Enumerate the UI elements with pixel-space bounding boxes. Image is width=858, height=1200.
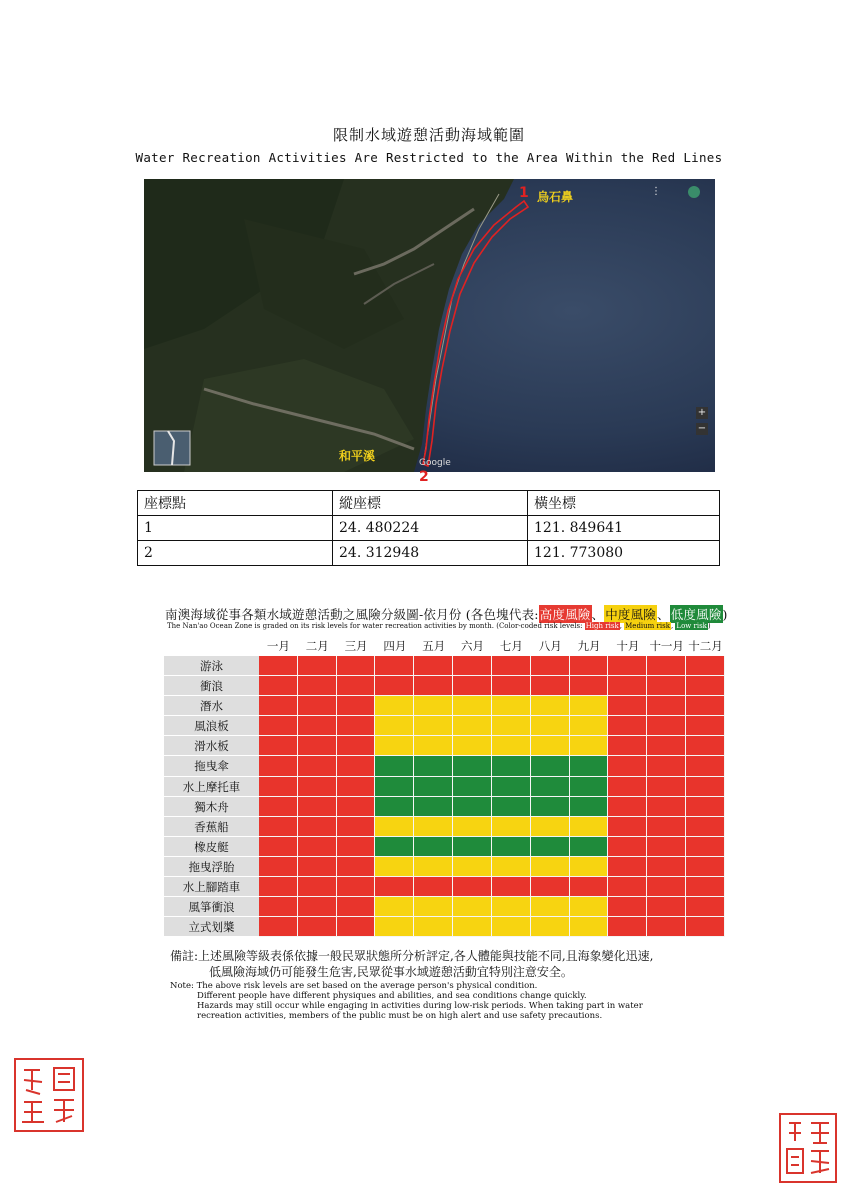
activity-label: 風浪板 <box>164 716 259 736</box>
risk-cell <box>337 656 376 676</box>
risk-cell <box>375 897 414 917</box>
risk-cell <box>337 797 376 817</box>
risk-cell <box>531 716 570 736</box>
risk-cell <box>414 676 453 696</box>
latitude-value: 24. 480224 <box>333 516 528 541</box>
risk-row <box>164 676 725 696</box>
risk-cell <box>686 817 725 837</box>
risk-cell <box>414 917 453 937</box>
risk-cell <box>492 857 531 877</box>
header-longitude: 橫坐標 <box>528 491 720 516</box>
risk-cell <box>608 897 647 917</box>
activity-label: 游泳 <box>164 656 259 676</box>
risk-row <box>164 877 725 897</box>
risk-cell <box>647 736 686 756</box>
note-cn-line-1: 備註:上述風險等級表係依據一般民眾狀態所分析評定,各人體能與技能不同,且海象變化迅速, <box>170 949 654 963</box>
risk-cell <box>531 676 570 696</box>
risk-cell <box>531 817 570 837</box>
legend-low-risk: 低度風險 <box>670 607 722 622</box>
risk-row <box>164 756 725 776</box>
risk-cell <box>570 917 609 937</box>
risk-cell <box>647 716 686 736</box>
risk-cell <box>570 716 609 736</box>
risk-cell <box>647 897 686 917</box>
legend-low-risk-en: Low risk <box>676 622 707 630</box>
risk-cell <box>337 917 376 937</box>
risk-cell <box>414 716 453 736</box>
latitude-value: 24. 312948 <box>333 541 528 566</box>
risk-cell <box>414 857 453 877</box>
risk-cell <box>686 736 725 756</box>
risk-cell <box>531 797 570 817</box>
risk-cell <box>570 676 609 696</box>
risk-cell <box>647 676 686 696</box>
risk-title-text: 南澳海域從事各類水域遊憩活動之風險分級圖-依月份 (各色塊代表: <box>165 607 539 622</box>
risk-cell <box>414 696 453 716</box>
longitude-value: 121. 849641 <box>528 516 720 541</box>
risk-cell <box>531 777 570 797</box>
risk-cell <box>259 756 298 776</box>
risk-cell <box>686 777 725 797</box>
risk-cell <box>375 817 414 837</box>
risk-cell <box>647 777 686 797</box>
risk-cell <box>492 897 531 917</box>
risk-cell <box>686 857 725 877</box>
risk-cell <box>647 837 686 857</box>
risk-cell <box>298 797 337 817</box>
risk-cell <box>570 897 609 917</box>
risk-cell <box>375 797 414 817</box>
risk-cell <box>492 696 531 716</box>
risk-cell <box>375 656 414 676</box>
note-cn-line-2: 低風險海域仍可能發生危害,民眾從事水域遊憩活動宜特別注意安全。 <box>209 965 573 979</box>
risk-cell <box>298 696 337 716</box>
risk-cell <box>259 656 298 676</box>
risk-cell <box>686 716 725 736</box>
risk-cell <box>608 716 647 736</box>
risk-cell <box>259 797 298 817</box>
month-header: 三月 <box>344 639 368 653</box>
risk-cell <box>608 676 647 696</box>
risk-cell <box>531 917 570 937</box>
google-attribution: Google <box>419 458 451 468</box>
activity-label: 立式划槳 <box>164 917 259 937</box>
risk-cell <box>298 656 337 676</box>
risk-cell <box>414 797 453 817</box>
risk-cell <box>608 777 647 797</box>
risk-cell <box>647 817 686 837</box>
risk-cell <box>492 756 531 776</box>
risk-cell <box>259 777 298 797</box>
header-corner <box>164 636 259 656</box>
coordinate-table <box>137 490 720 566</box>
risk-cell <box>570 817 609 837</box>
satellite-map[interactable] <box>144 179 715 472</box>
risk-cell <box>686 917 725 937</box>
month-header: 九月 <box>577 639 601 653</box>
risk-row <box>164 777 725 797</box>
risk-cell <box>298 736 337 756</box>
risk-cell <box>686 897 725 917</box>
risk-cell <box>337 756 376 776</box>
legend-close: ) <box>722 607 728 622</box>
note-en-line-4: recreation activities, members of the public must be on high alert and use safety precautions. <box>197 1011 603 1021</box>
risk-cell <box>570 837 609 857</box>
risk-cell <box>686 797 725 817</box>
risk-cell <box>414 736 453 756</box>
month-header: 十月 <box>616 639 640 653</box>
note-en-line-3: Hazards may still occur while engaging in activities during low-risk periods. When taking part in water <box>197 1001 643 1011</box>
risk-cell <box>492 797 531 817</box>
month-header: 五月 <box>422 639 446 653</box>
risk-cell <box>570 696 609 716</box>
risk-cell <box>375 716 414 736</box>
risk-cell <box>414 656 453 676</box>
risk-cell <box>453 777 492 797</box>
risk-cell <box>453 676 492 696</box>
risk-cell <box>647 857 686 877</box>
risk-cell <box>337 696 376 716</box>
risk-cell <box>608 917 647 937</box>
activity-label: 滑水板 <box>164 736 259 756</box>
risk-row <box>164 817 725 837</box>
month-header: 八月 <box>538 639 562 653</box>
activity-label: 香蕉船 <box>164 817 259 837</box>
risk-cell <box>686 656 725 676</box>
zoom-out-icon[interactable]: − <box>697 423 707 434</box>
risk-row <box>164 917 725 937</box>
risk-cell <box>531 756 570 776</box>
activity-label: 拖曳傘 <box>164 756 259 776</box>
note-en <box>170 981 643 1021</box>
risk-cell <box>453 716 492 736</box>
header-latitude: 縱座標 <box>333 491 528 516</box>
activity-label: 橡皮艇 <box>164 837 259 857</box>
risk-cell <box>414 877 453 897</box>
risk-cell <box>531 656 570 676</box>
risk-row <box>164 696 725 716</box>
risk-cell <box>298 756 337 776</box>
risk-cell <box>647 917 686 937</box>
month-header-row <box>164 636 725 656</box>
legend-medium-risk-en: Medium risk <box>625 622 670 630</box>
point-id: 2 <box>138 541 333 566</box>
legend-separator: 、 <box>591 607 605 622</box>
risk-chart-subtitle: The Nan'ao Ocean Zone is graded on its risk levels for water recreation activities by month. (Color-coded risk levels: High risk, Medium risk, Low risk) <box>167 622 711 630</box>
risk-cell <box>492 777 531 797</box>
legend-high-risk-en: High risk <box>585 622 619 630</box>
risk-cell <box>414 777 453 797</box>
month-header: 六月 <box>461 639 485 653</box>
risk-cell <box>492 676 531 696</box>
risk-cell <box>259 917 298 937</box>
legend-close-en: ) <box>707 622 711 630</box>
risk-cell <box>453 696 492 716</box>
risk-subtitle-text: The Nan'ao Ocean Zone is graded on its risk levels for water recreation activities by month. (Color-coded risk levels: <box>167 622 583 630</box>
risk-cell <box>337 736 376 756</box>
risk-row <box>164 797 725 817</box>
note-en-line-1: Note: The above risk levels are set based on the average person's physical condition. <box>170 981 538 991</box>
table-header-row <box>138 491 720 516</box>
risk-cell <box>453 817 492 837</box>
activity-label: 潛水 <box>164 696 259 716</box>
risk-cell <box>647 696 686 716</box>
risk-cell <box>337 837 376 857</box>
risk-row <box>164 857 725 877</box>
risk-cell <box>647 877 686 897</box>
risk-cell <box>608 857 647 877</box>
risk-cell <box>375 877 414 897</box>
apps-grid-icon[interactable]: ⋮ <box>651 186 661 197</box>
page-title: 限制水域遊憩活動海域範圍 <box>332 126 525 144</box>
risk-cell <box>492 837 531 857</box>
note-en-line-2: Different people have different physiques and abilities, and sea conditions change quickly. <box>197 991 587 1001</box>
risk-cell <box>647 797 686 817</box>
risk-cell <box>298 837 337 857</box>
risk-cell <box>453 756 492 776</box>
point-2-marker: 2 <box>419 469 429 485</box>
risk-cell <box>647 656 686 676</box>
risk-cell <box>686 756 725 776</box>
risk-cell <box>375 676 414 696</box>
longitude-value: 121. 773080 <box>528 541 720 566</box>
risk-cell <box>375 696 414 716</box>
risk-cell <box>375 917 414 937</box>
risk-row <box>164 716 725 736</box>
risk-cell <box>259 817 298 837</box>
risk-cell <box>492 736 531 756</box>
month-header: 七月 <box>499 639 523 653</box>
table-row <box>138 516 720 541</box>
month-header: 十一月 <box>649 639 684 653</box>
month-header: 二月 <box>305 639 329 653</box>
map-image <box>144 179 715 472</box>
activity-label: 衝浪 <box>164 676 259 696</box>
risk-row <box>164 897 725 917</box>
month-header: 一月 <box>266 639 290 653</box>
risk-row <box>164 837 725 857</box>
risk-cell <box>337 777 376 797</box>
activity-label: 水上摩托車 <box>164 777 259 797</box>
risk-cell <box>298 817 337 837</box>
risk-cell <box>570 877 609 897</box>
risk-cell <box>608 696 647 716</box>
risk-grid <box>164 636 725 937</box>
risk-cell <box>259 877 298 897</box>
activity-label: 水上腳踏車 <box>164 877 259 897</box>
risk-cell <box>492 917 531 937</box>
risk-cell <box>337 857 376 877</box>
risk-cell <box>453 877 492 897</box>
legend-medium-risk: 中度風險 <box>605 607 657 622</box>
risk-cell <box>298 897 337 917</box>
risk-cell <box>531 736 570 756</box>
risk-cell <box>259 716 298 736</box>
risk-cell <box>375 756 414 776</box>
risk-cell <box>337 897 376 917</box>
activity-label: 拖曳浮胎 <box>164 857 259 877</box>
risk-cell <box>570 736 609 756</box>
risk-cell <box>298 917 337 937</box>
risk-cell <box>259 837 298 857</box>
risk-cell <box>375 857 414 877</box>
official-seal-right <box>779 1113 837 1183</box>
risk-cell <box>608 817 647 837</box>
risk-cell <box>531 837 570 857</box>
risk-cell <box>608 797 647 817</box>
risk-cell <box>259 897 298 917</box>
legend-high-risk: 高度風險 <box>539 607 591 622</box>
risk-cell <box>570 756 609 776</box>
risk-cell <box>453 797 492 817</box>
month-header: 四月 <box>383 639 407 653</box>
point-1-marker: 1 <box>519 185 529 201</box>
risk-cell <box>531 877 570 897</box>
risk-cell <box>531 897 570 917</box>
risk-cell <box>608 656 647 676</box>
risk-row <box>164 656 725 676</box>
risk-cell <box>608 736 647 756</box>
risk-cell <box>492 877 531 897</box>
page-subtitle: Water Recreation Activities Are Restricted to the Area Within the Red Lines <box>135 150 723 165</box>
risk-cell <box>337 676 376 696</box>
risk-cell <box>608 837 647 857</box>
month-header: 十二月 <box>688 639 723 653</box>
risk-cell <box>531 696 570 716</box>
risk-cell <box>570 656 609 676</box>
risk-cell <box>375 777 414 797</box>
activity-label: 獨木舟 <box>164 797 259 817</box>
risk-cell <box>453 917 492 937</box>
label-heping-river: 和平溪 <box>339 449 376 463</box>
official-seal-left <box>14 1058 84 1132</box>
risk-cell <box>259 736 298 756</box>
risk-cell <box>570 797 609 817</box>
point-id: 1 <box>138 516 333 541</box>
risk-cell <box>608 877 647 897</box>
risk-cell <box>259 676 298 696</box>
legend-separator: 、 <box>657 607 670 622</box>
risk-cell <box>298 676 337 696</box>
risk-cell <box>492 656 531 676</box>
account-avatar-icon[interactable] <box>688 186 700 198</box>
risk-cell <box>570 777 609 797</box>
risk-cell <box>453 897 492 917</box>
risk-cell <box>453 736 492 756</box>
risk-cell <box>298 857 337 877</box>
risk-cell <box>414 756 453 776</box>
risk-cell <box>570 857 609 877</box>
risk-cell <box>453 656 492 676</box>
risk-cell <box>686 676 725 696</box>
risk-cell <box>298 716 337 736</box>
risk-cell <box>492 716 531 736</box>
zoom-in-icon[interactable]: + <box>697 407 707 418</box>
risk-chart-title <box>165 605 735 623</box>
risk-cell <box>298 777 337 797</box>
risk-cell <box>492 817 531 837</box>
risk-cell <box>453 837 492 857</box>
risk-cell <box>375 736 414 756</box>
risk-row <box>164 736 725 756</box>
risk-cell <box>686 837 725 857</box>
risk-cell <box>259 857 298 877</box>
risk-cell <box>375 837 414 857</box>
risk-cell <box>414 897 453 917</box>
risk-cell <box>453 857 492 877</box>
risk-cell <box>531 857 570 877</box>
activity-label: 風箏衝浪 <box>164 897 259 917</box>
risk-cell <box>414 837 453 857</box>
risk-cell <box>298 877 337 897</box>
label-wushibi: 烏石鼻 <box>537 190 574 204</box>
risk-cell <box>337 716 376 736</box>
risk-cell <box>647 756 686 776</box>
risk-cell <box>337 877 376 897</box>
risk-cell <box>608 756 647 776</box>
risk-cell <box>414 817 453 837</box>
header-point: 座標點 <box>138 491 333 516</box>
table-row <box>138 541 720 566</box>
risk-cell <box>259 696 298 716</box>
risk-cell <box>686 877 725 897</box>
risk-cell <box>686 696 725 716</box>
risk-cell <box>337 817 376 837</box>
